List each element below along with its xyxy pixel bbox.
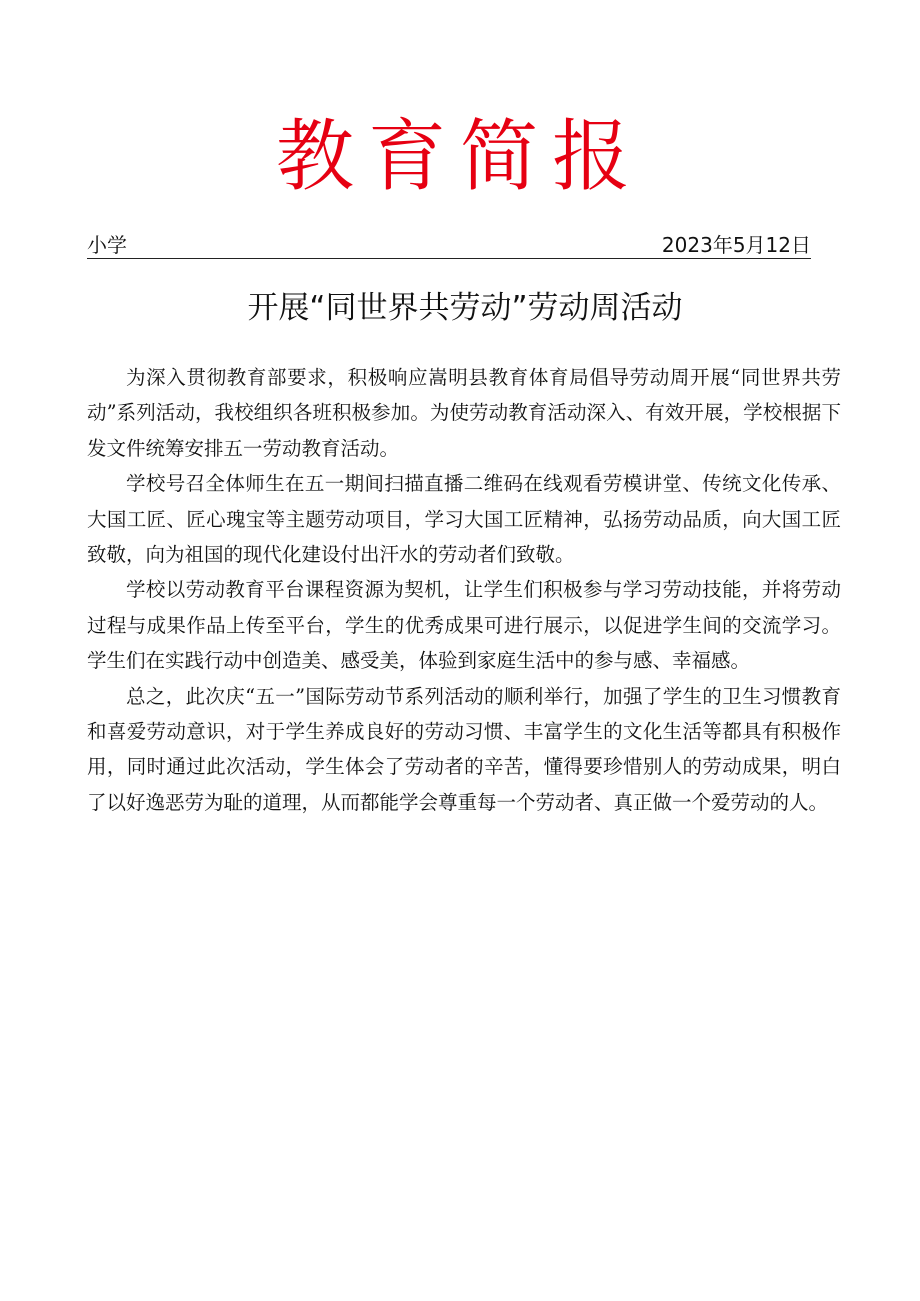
article-headline: 开展“同世界共劳动”劳动周活动 xyxy=(247,290,683,326)
article-paragraph: 总之，此次庆“五一”国际劳动节系列活动的顺利举行，加强了学生的卫生习惯教育和喜爱劳动意识，对于学生养成良好的劳动习惯、丰富学生的文化生活等都具有积极作用，同时通过此次活动，学生体会了劳动者的辛苦，懂得要珍惜别人的劳动成果，明白了以好逸恶劳为耻的道理，从而都能学会尊重每一个劳动者、真正做一个爱劳动的人。 xyxy=(87,684,841,814)
article-paragraph: 学校以劳动教育平台课程资源为契机，让学生们积极参与学习劳动技能，并将劳动过程与成果作品上传至平台，学生的优秀成果可进行展示，以促进学生间的交流学习。学生们在实践行动中创造美、感受美，体验到家庭生活中的参与感、幸福感。 xyxy=(87,578,841,673)
masthead-title: 教育简报 xyxy=(275,112,644,202)
issue-date: 2023年5月12日 xyxy=(661,233,811,257)
article-paragraph: 为深入贯彻教育部要求，积极响应嵩明县教育体育局倡导劳动周开展“同世界共劳动”系列活动，我校组织各班积极参加。为使劳动教育活动深入、有效开展，学校根据下发文件统筹安排五一劳动教育活动。 xyxy=(87,366,841,460)
article-paragraph: 学校号召全体师生在五一期间扫描直播二维码在线观看劳模讲堂、传统文化传承、大国工匠、匠心瑰宝等主题劳动项目，学习大国工匠精神，弘扬劳动品质，向大国工匠致敬，向为祖国的现代化建设付出汗水的劳动者们致敬。 xyxy=(87,472,841,567)
article-body xyxy=(87,360,841,820)
meta-row xyxy=(87,234,811,259)
school-name: 小学 xyxy=(87,233,127,257)
